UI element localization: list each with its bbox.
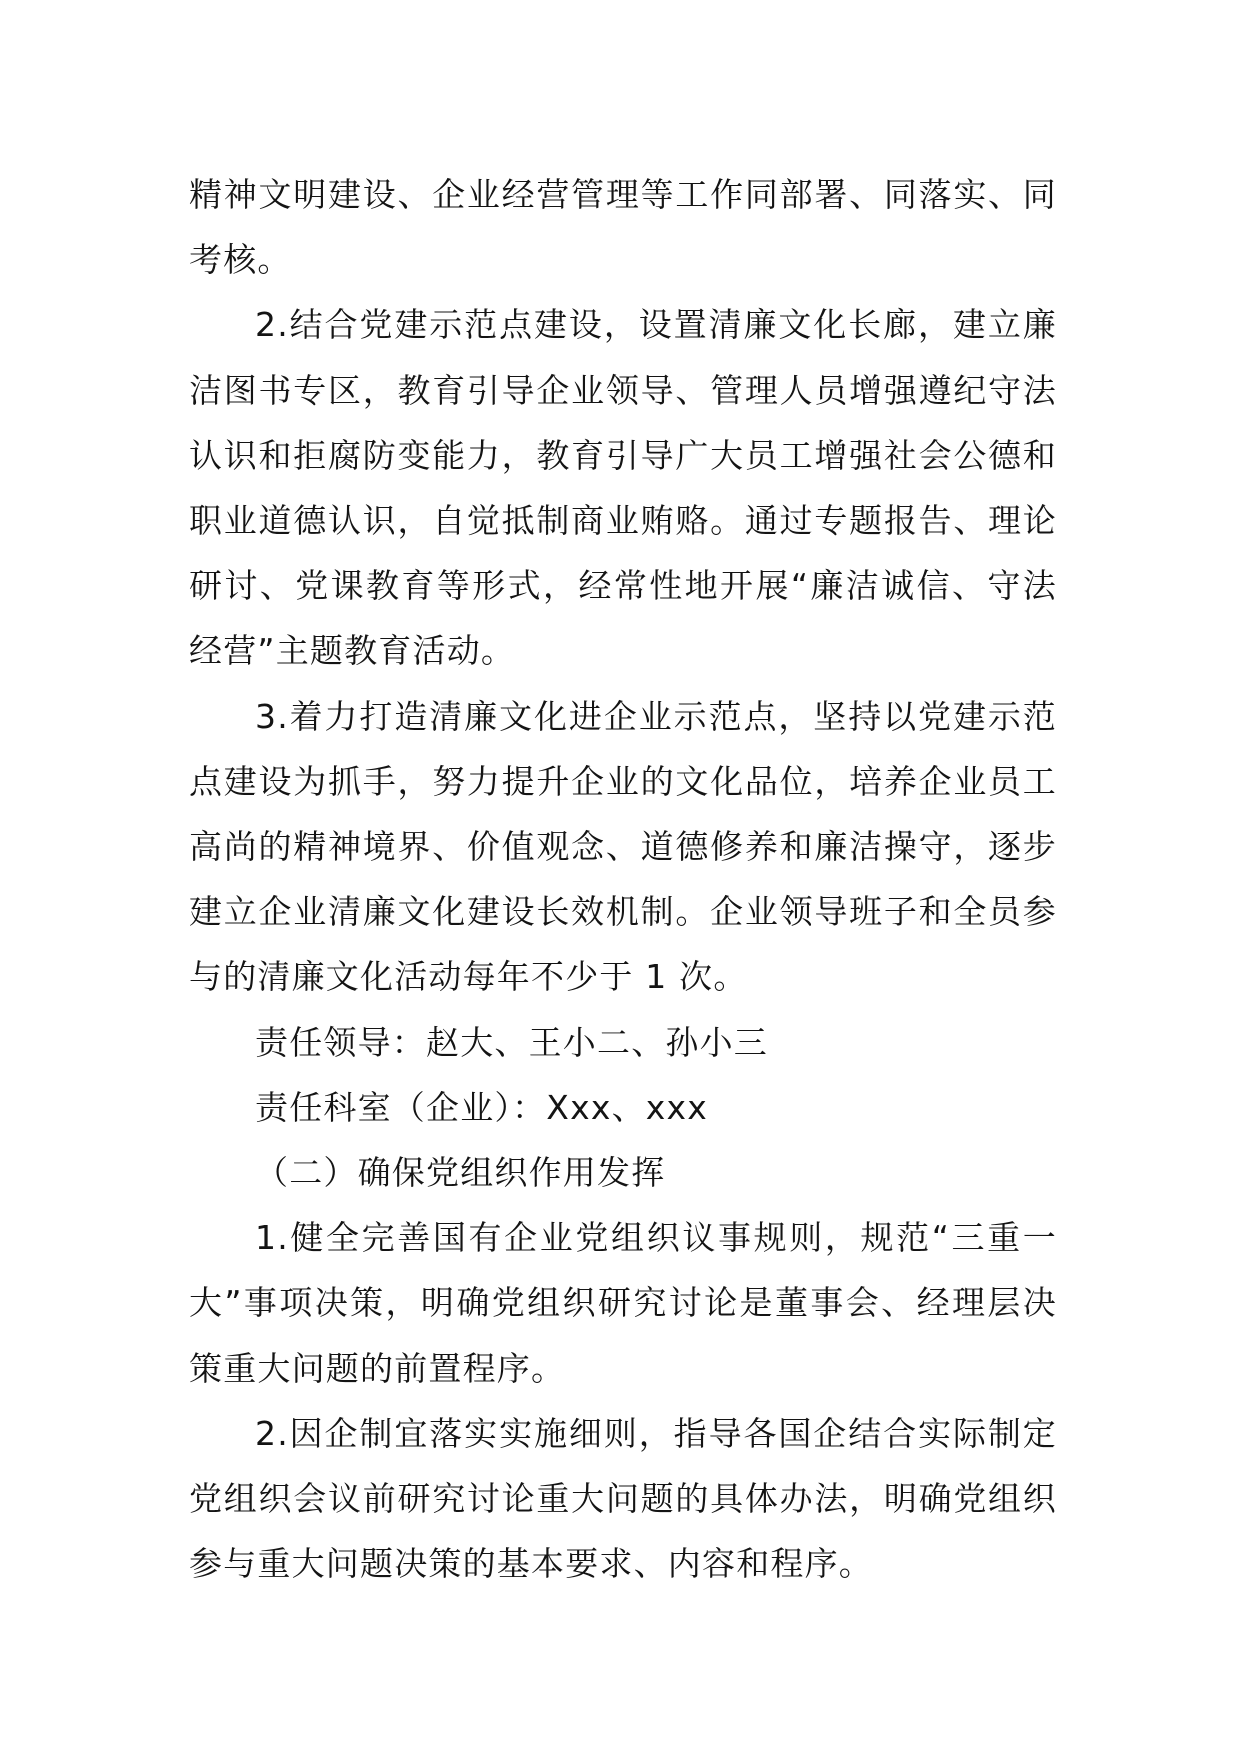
paragraph-item-3 xyxy=(189,684,1057,1010)
text-line: 参与重大问题决策的基本要求、内容和程序。 xyxy=(189,1544,873,1584)
text-line: 经营”主题教育活动。 xyxy=(189,631,516,671)
paragraph-item-2 xyxy=(189,292,1057,683)
text-line: 策重大问题的前置程序。 xyxy=(189,1348,566,1388)
text-line: 点建设为抓手，努力提升企业的文化品位，培养企业员工 xyxy=(189,761,1057,801)
text-line: 党组织会议前研究讨论重大问题的具体办法，明确党组织 xyxy=(189,1479,1057,1519)
text-line: 大”事项决策，明确党组织研究讨论是董事会、经理层决 xyxy=(189,1283,1057,1323)
text-line: 2.结合党建示范点建设，设置清廉文化长廊，建立廉 xyxy=(255,305,1057,345)
paragraph-section-item-1 xyxy=(189,1205,1057,1401)
responsible-office xyxy=(189,1075,1057,1140)
text-line: 研讨、党课教育等形式，经常性地开展“廉洁诚信、守法 xyxy=(189,566,1057,606)
text-line: 2.因企制宜落实实施细则，指导各国企结合实际制定 xyxy=(255,1413,1057,1453)
text-line: 责任领导：赵大、王小二、孙小三 xyxy=(255,1022,768,1062)
text-line: 与的清廉文化活动每年不少于 1 次。 xyxy=(189,957,748,997)
text-line: （二）确保党组织作用发挥 xyxy=(255,1153,666,1193)
section-heading xyxy=(189,1140,1057,1205)
paragraph-continuation xyxy=(189,162,1057,292)
text-line: 1.健全完善国有企业党组织议事规则，规范“三重一 xyxy=(255,1218,1057,1258)
responsible-leaders xyxy=(189,1010,1057,1075)
text-line: 精神文明建设、企业经营管理等工作同部署、同落实、同 xyxy=(189,175,1057,214)
text-line: 考核。 xyxy=(189,240,292,280)
text-line: 建立企业清廉文化建设长效机制。企业领导班子和全员参 xyxy=(189,892,1057,932)
text-line: 高尚的精神境界、价值观念、道德修养和廉洁操守，逐步 xyxy=(189,827,1057,867)
paragraph-section-item-2 xyxy=(189,1401,1057,1597)
text-line: 职业道德认识，自觉抵制商业贿赂。通过专题报告、理论 xyxy=(189,501,1057,541)
text-line: 责任科室（企业）：Xxx、xxx xyxy=(255,1087,708,1127)
text-line: 洁图书专区，教育引导企业领导、管理人员增强遵纪守法 xyxy=(189,370,1057,410)
document-body xyxy=(189,162,1057,1596)
text-line: 3.着力打造清廉文化进企业示范点，坚持以党建示范 xyxy=(255,696,1057,736)
text-line: 认识和拒腐防变能力，教育引导广大员工增强社会公德和 xyxy=(189,435,1057,475)
